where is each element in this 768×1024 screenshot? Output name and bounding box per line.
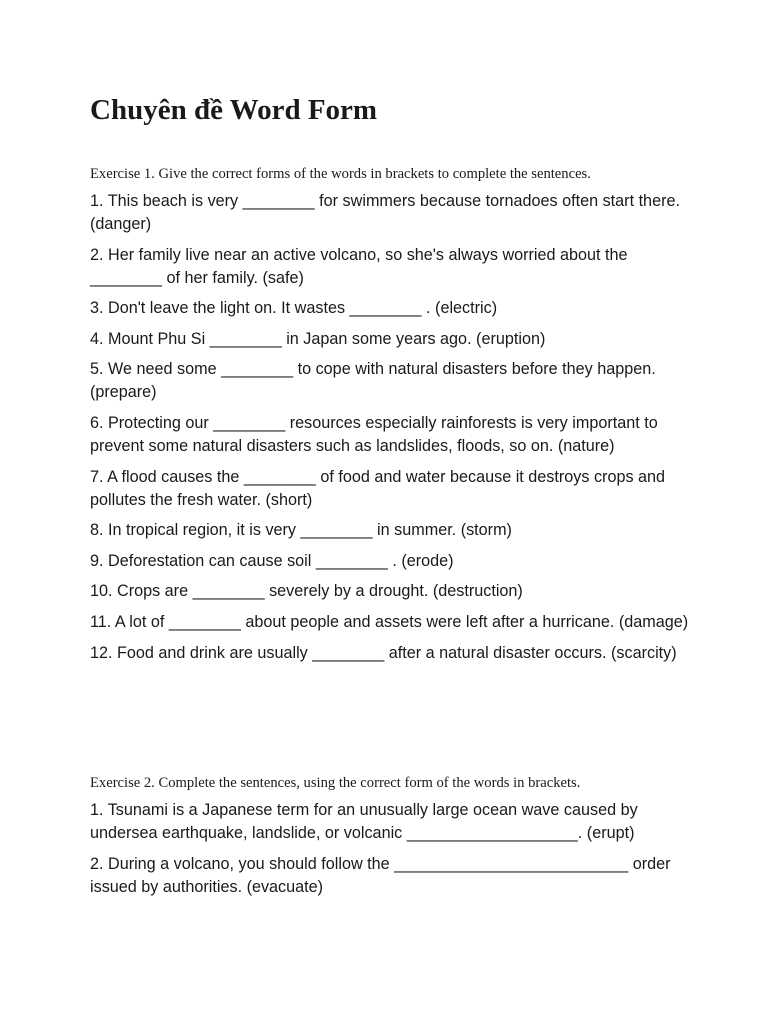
exercise-item: 1. Tsunami is a Japanese term for an unusually large ocean wave caused by undersea earthquake, landslide, or volcanic ___________________. (erupt) (90, 801, 638, 842)
exercise-item: 2. Her family live near an active volcano, so she's always worried about the ________ of her family. (safe) (90, 245, 628, 287)
exercise-heading: Exercise 2. Complete the sentences, using the correct form of the words in brackets. (90, 775, 581, 791)
exercise-item: 4. Mount Phu Si ________ in Japan some years ago. (eruption) (90, 329, 546, 348)
exercise-item: 5. We need some ________ to cope with natural disasters before they happen. (prepare) (90, 360, 656, 402)
exercise-1-section (90, 164, 690, 672)
exercise-2-section (90, 773, 690, 906)
exercise-item: 3. Don't leave the light on. It wastes ________ . (electric) (90, 299, 498, 318)
exercise-item: 9. Deforestation can cause soil ________ . (erode) (90, 551, 454, 570)
exercise-item: 11. A lot of ________ about people and assets were left after a hurricane. (damage) (90, 612, 689, 631)
exercise-item: 10. Crops are ________ severely by a drought. (destruction) (90, 582, 523, 601)
document-title: Chuyên đề Word Form (90, 94, 378, 126)
exercise-item: 8. In tropical region, it is very ________ in summer. (storm) (90, 521, 512, 540)
exercise-item: 7. A flood causes the ________ of food and water because it destroys crops and pollutes the fresh water. (short) (90, 467, 666, 509)
exercise-item: 1. This beach is very ________ for swimmers because tornadoes often start there. (danger) (90, 192, 680, 233)
exercise-item: 2. During a volcano, you should follow the __________________________ order issued by authorities. (evacuate) (90, 854, 671, 896)
exercise-heading: Exercise 1. Give the correct forms of the words in brackets to complete the sentences. (90, 166, 591, 182)
exercise-item: 6. Protecting our ________ resources especially rainforests is very important to prevent some natural disasters such as landslides, floods, so on. (nature) (90, 413, 658, 455)
exercise-item: 12. Food and drink are usually ________ after a natural disaster occurs. (scarcity) (90, 643, 677, 662)
